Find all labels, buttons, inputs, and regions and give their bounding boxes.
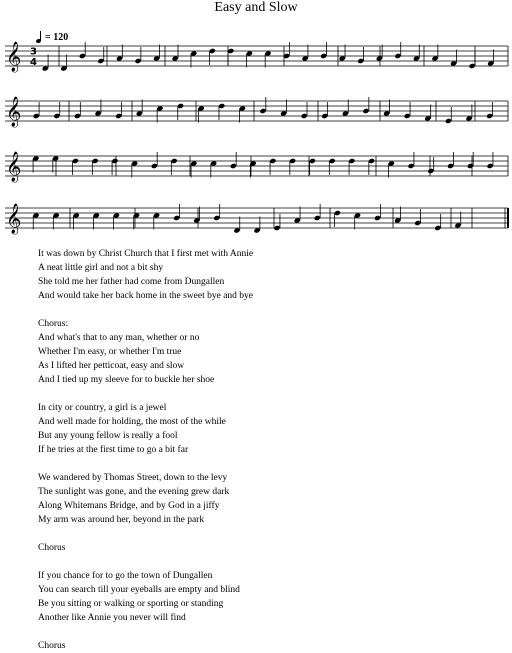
stanza-gap xyxy=(38,387,498,401)
lyric-line: In city or country, a girl is a jewel xyxy=(38,403,167,413)
lyric-line: And would take her back home in the sweet bye and bye xyxy=(38,291,254,301)
lyric-line: But any young fellow is really a fool xyxy=(38,431,178,441)
tempo-value: = 120 xyxy=(45,32,69,43)
lyric-line: Chorus xyxy=(38,641,66,651)
treble-clef-icon: 𝄞 xyxy=(6,204,22,234)
lyric-line: And what's that to any man, whether or no xyxy=(38,333,200,343)
lyric-line: Chorus xyxy=(38,543,66,553)
stanza-gap xyxy=(38,625,498,639)
lyric-line: Chorus: xyxy=(38,319,69,329)
lyric-line: As I lifted her petticoat, easy and slow xyxy=(38,361,185,371)
stanza-gap xyxy=(38,555,498,569)
lyric-line: She told me her father had come from Dungallen xyxy=(38,277,225,287)
stanza-gap xyxy=(38,303,498,317)
lyric-line: And I tied up my sleeve for to buckle her shoe xyxy=(38,375,215,385)
lyric-line: You can search till your eyeballs are empty and blind xyxy=(38,585,240,595)
lyric-line: Whether I'm easy, or whether I'm true xyxy=(38,347,182,357)
time-signature-top: 3 xyxy=(30,46,37,58)
treble-clef-icon: 𝄞 xyxy=(6,152,22,182)
stanza-gap xyxy=(38,457,498,471)
lyric-line: If you chance for to go the town of Dungallen xyxy=(38,571,213,581)
stanza-gap xyxy=(38,527,498,541)
treble-clef-icon: 𝄞 xyxy=(6,97,22,127)
song-title: Easy and Slow xyxy=(214,0,298,15)
lyric-line: And well made for holding, the most of the while xyxy=(38,417,226,427)
lyrics-block xyxy=(38,247,498,653)
lyric-line: If he tries at the first time to go a bit far xyxy=(38,445,189,455)
lyric-line: The sunlight was gone, and the evening grew dark xyxy=(38,487,230,497)
lyric-line: A neat little girl and not a bit shy xyxy=(38,263,164,273)
lyric-line: We wandered by Thomas Street, down to the levy xyxy=(38,473,228,483)
treble-clef-icon: 𝄞 xyxy=(6,42,22,72)
lyric-line: Along Whitemans Bridge, and by God in a jiffy xyxy=(38,501,220,511)
lyric-line: It was down by Christ Church that I first met with Annie xyxy=(38,249,254,259)
lyric-line: My arm was around her, beyond in the park xyxy=(38,515,205,525)
lyric-line: Another like Annie you never will find xyxy=(38,613,186,623)
lyric-line: Be you sitting or walking or sporting or standing xyxy=(38,599,224,609)
time-signature-bottom: 4 xyxy=(30,57,37,68)
sheet-music xyxy=(0,0,512,245)
